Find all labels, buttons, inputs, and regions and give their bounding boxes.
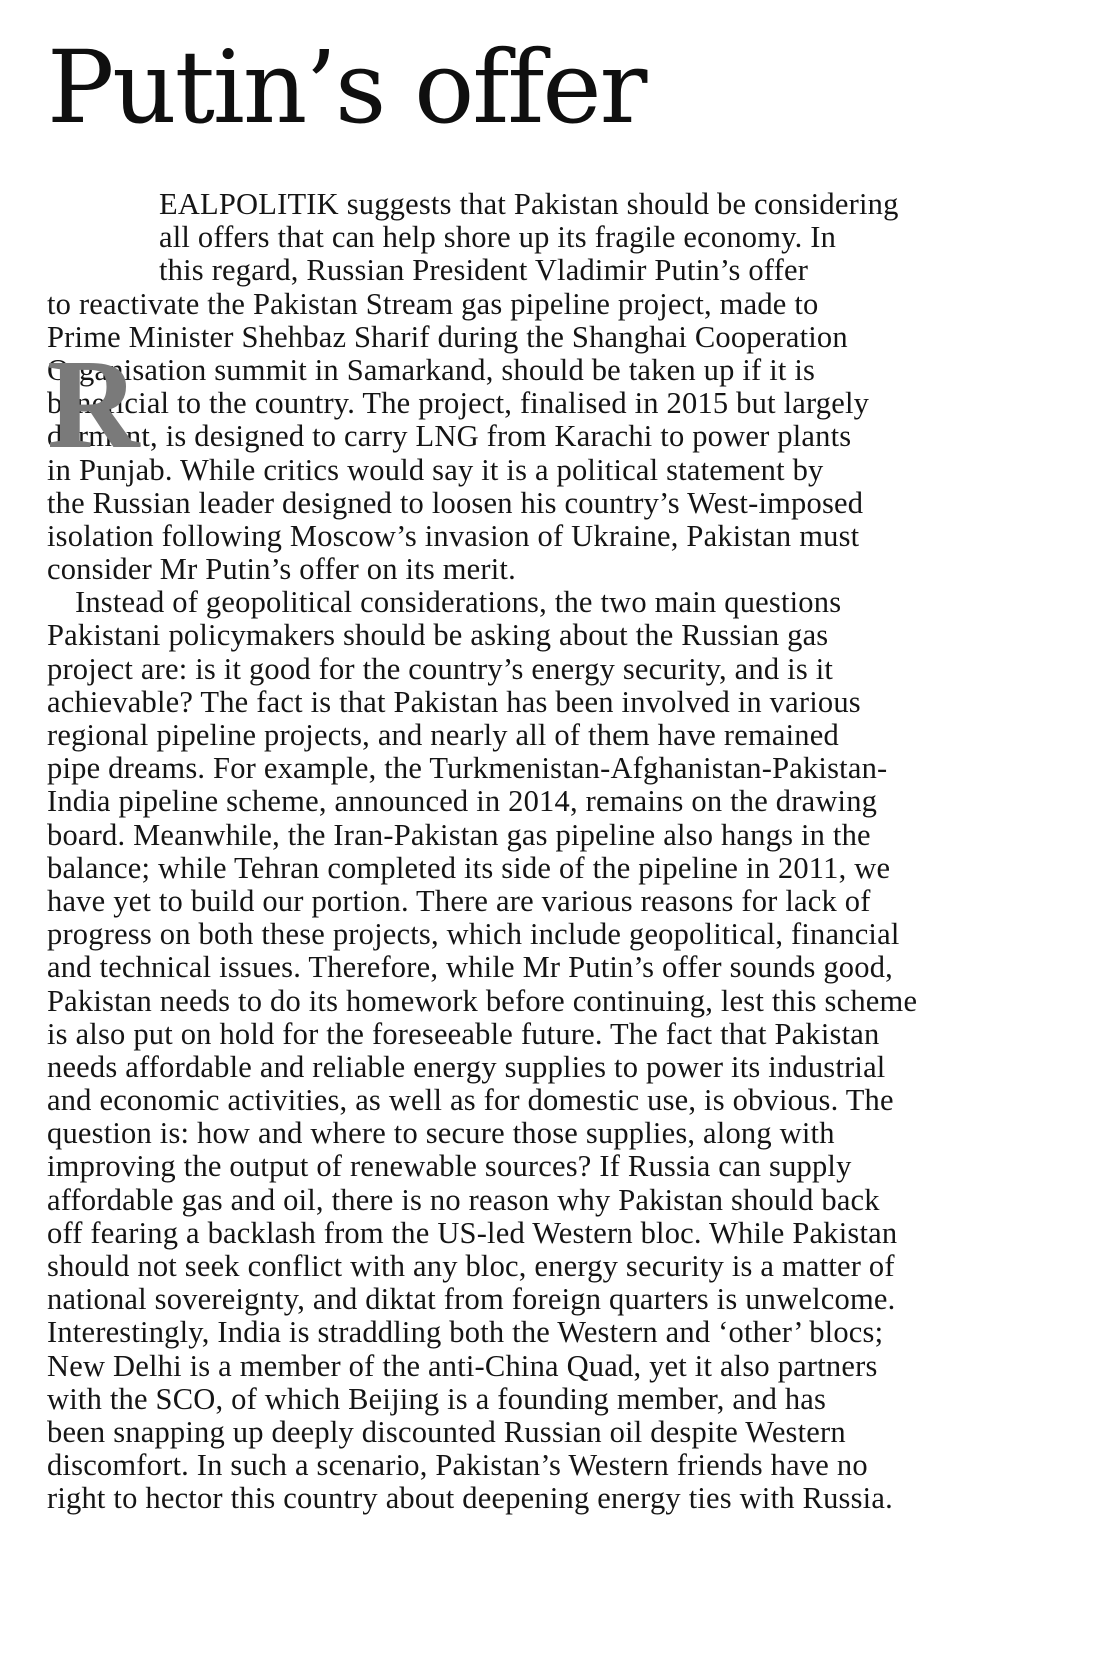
paragraph-2-line: balance; while Tehran completed its side of the pipeline in 2011, we xyxy=(47,850,891,885)
article-body xyxy=(47,188,1057,1516)
paragraph-2-line: and technical issues. Therefore, while Mr Putin’s offer sounds good, xyxy=(47,950,893,985)
paragraph-2-line: affordable gas and oil, there is no reason why Pakistan should back xyxy=(47,1182,880,1217)
paragraph-2-line: progress on both these projects, which include geopolitical, financial xyxy=(47,917,900,952)
paragraph-2-line: off fearing a backlash from the US-led Western bloc. While Pakistan xyxy=(47,1215,898,1250)
paragraph-2-line: with the SCO, of which Beijing is a founding member, and has xyxy=(47,1381,827,1416)
paragraph-1-line: isolation following Moscow’s invasion of Ukraine, Pakistan must xyxy=(47,518,860,553)
editorial-page xyxy=(47,29,1057,1516)
paragraph-1-line: in Punjab. While critics would say it is a political statement by xyxy=(47,452,824,487)
paragraph-2-line: Pakistan needs to do its homework before continuing, lest this scheme xyxy=(47,983,918,1018)
paragraph-2-line: achievable? The fact is that Pakistan has been involved in various xyxy=(47,684,861,719)
paragraph-2-line: national sovereignty, and diktat from foreign quarters is unwelcome. xyxy=(47,1282,896,1317)
paragraph-2-line: needs affordable and reliable energy supplies to power its industrial xyxy=(47,1049,886,1084)
paragraph-1-line: the Russian leader designed to loosen his country’s West-imposed xyxy=(47,485,864,520)
paragraph-2-line: Instead of geopolitical considerations, the two main questions xyxy=(75,585,842,620)
headline: Putin’s offer xyxy=(47,29,646,146)
paragraph-2-line: India pipeline scheme, announced in 2014, remains on the drawing xyxy=(47,784,878,819)
paragraph-2-line: is also put on hold for the foreseeable future. The fact that Pakistan xyxy=(47,1016,880,1051)
paragraph-1 xyxy=(47,188,1057,586)
paragraph-2-line: question is: how and where to secure those supplies, along with xyxy=(47,1116,835,1151)
paragraph-2-line: New Delhi is a member of the anti-China Quad, yet it also partners xyxy=(47,1348,878,1383)
paragraph-2-line: have yet to build our portion. There are various reasons for lack of xyxy=(47,883,871,918)
paragraph-2-line: project are: is it good for the country’s energy security, and is it xyxy=(47,651,834,686)
paragraph-2-line: Pakistani policymakers should be asking about the Russian gas xyxy=(47,618,829,653)
paragraph-2-line: Interestingly, India is straddling both the Western and ‘other’ blocs; xyxy=(47,1315,884,1350)
paragraph-1-line: this regard, Russian President Vladimir Putin’s offer xyxy=(159,253,809,288)
drop-cap: R xyxy=(47,333,140,475)
paragraph-2 xyxy=(47,586,1057,1515)
paragraph-2-line: regional pipeline projects, and nearly all of them have remained xyxy=(47,718,839,752)
paragraph-2-line: discomfort. In such a scenario, Pakistan’s Western friends have no xyxy=(47,1448,868,1483)
paragraph-1-line: beneficial to the country. The project, finalised in 2015 but largely xyxy=(47,386,870,421)
paragraph-2-line: and economic activities, as well as for domestic use, is obvious. The xyxy=(47,1083,894,1118)
paragraph-1-line: Organisation summit in Samarkand, should be taken up if it is xyxy=(47,352,816,387)
paragraph-2-line: been snapping up deeply discounted Russian oil despite Western xyxy=(47,1414,846,1449)
paragraph-2-line: pipe dreams. For example, the Turkmenistan-Afghanistan-Pakistan- xyxy=(47,751,888,786)
paragraph-2-line: right to hector this country about deepening energy ties with Russia. xyxy=(47,1481,893,1516)
paragraph-1-line: all offers that can help shore up its fragile economy. In xyxy=(159,220,837,255)
paragraph-2-line: board. Meanwhile, the Iran-Pakistan gas pipeline also hangs in the xyxy=(47,817,871,852)
paragraph-1-line: to reactivate the Pakistan Stream gas pipeline project, made to xyxy=(47,286,819,321)
paragraph-1-line: consider Mr Putin’s offer on its merit. xyxy=(47,552,516,587)
paragraph-2-line: should not seek conflict with any bloc, energy security is a matter of xyxy=(47,1249,895,1283)
paragraph-1-line: dormant, is designed to carry LNG from Karachi to power plants xyxy=(47,419,852,454)
paragraph-1-line: Prime Minister Shehbaz Sharif during the Shanghai Cooperation xyxy=(47,319,848,354)
paragraph-2-line: improving the output of renewable sources? If Russia can supply xyxy=(47,1149,852,1184)
paragraph-1-line: EALPOLITIK suggests that Pakistan should be considering xyxy=(159,187,899,221)
